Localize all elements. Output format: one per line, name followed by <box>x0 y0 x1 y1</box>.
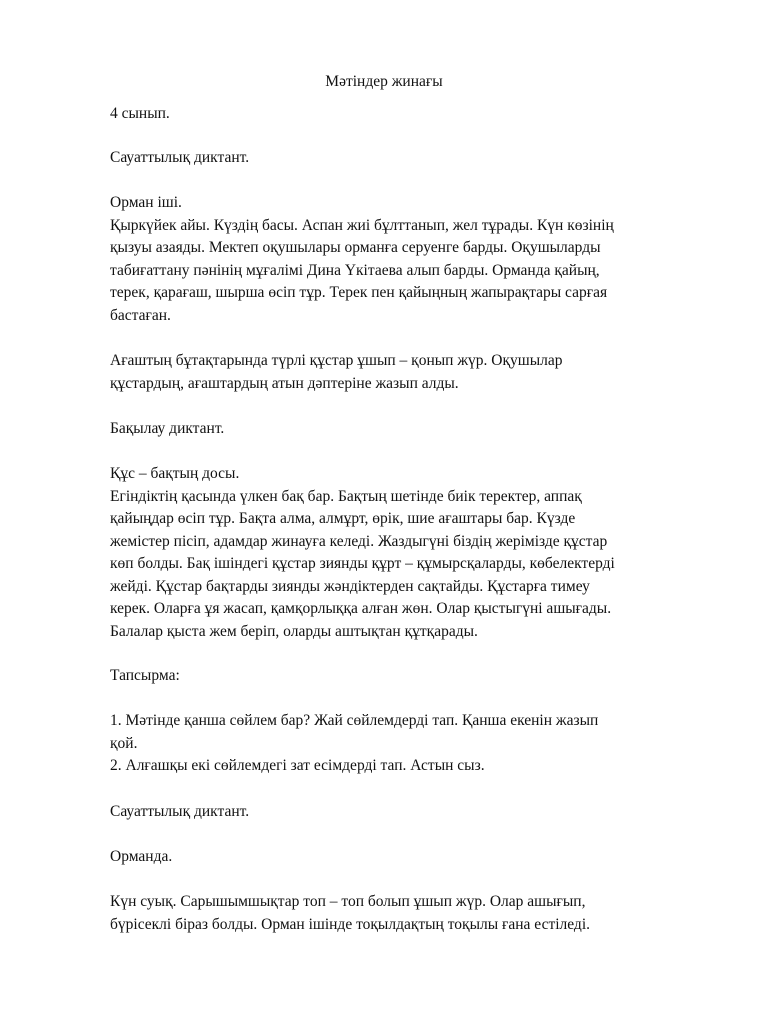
paragraph-line: қайыңдар өсіп тұр. Бақта алма, алмұрт, өрік, шие ағаштары бар. Күзде <box>110 510 576 527</box>
task-item: қой. <box>110 734 138 752</box>
paragraph-line: табиғаттану пәнінің мұғалімі Дина Үкітаева алып барды. Орманда қайың, <box>110 261 600 279</box>
section2-text-title: Құс – бақтың досы. <box>110 465 240 482</box>
paragraph-line: керек. Оларға ұя жасап, қамқорлыққа алған жөн. Олар қыстыгүні ашығады. <box>110 600 612 617</box>
paragraph-line: Күн суық. Сарышымшықтар топ – топ болып ұшып жүр. Олар ашығып, <box>110 893 586 910</box>
paragraph-line: Ағаштың бұтақтарында түрлі құстар ұшып – қонып жүр. Оқушылар <box>110 352 563 369</box>
section3-heading: Сауаттылық диктант. <box>110 803 250 820</box>
section1-heading: Сауаттылық диктант. <box>110 149 250 166</box>
paragraph-line: жейді. Құстар бақтарды зиянды жәндіктерден сақтайды. Құстарға тимеу <box>110 577 590 595</box>
paragraph-line: жемістер пісіп, адамдар жинауға келеді. Жаздыгүні біздің жерімізде құстар <box>110 532 608 550</box>
paragraph-line: Қыркүйек айы. Күздің басы. Аспан жиі бұлттанып, жел тұрады. Күн көзінің <box>110 216 614 234</box>
section1-heading-block <box>110 147 750 170</box>
section3-text-title: Орманда. <box>110 848 173 865</box>
paragraph-line: Балалар қыста жем беріп, оларды аштықтан құтқарады. <box>110 622 478 640</box>
task-list <box>110 710 750 778</box>
task-heading-block <box>110 665 750 688</box>
document-title: Мәтіндер жинағы <box>325 73 443 90</box>
paragraph-line: терек, қарағаш, шырша өсіп тұр. Терек пен қайыңның жапырақтары сарғая <box>110 284 608 301</box>
grade-text: 4 сынып. <box>110 105 170 122</box>
grade-label <box>110 103 750 126</box>
task-heading: Тапсырма: <box>110 667 180 684</box>
section1-body <box>110 192 750 327</box>
paragraph-line: қызуы азаяды. Мектеп оқушылары орманға серуенге барды. Оқушыларды <box>110 239 601 256</box>
section3-heading-block <box>110 801 750 824</box>
section2-heading: Бақылау диктант. <box>110 420 225 437</box>
paragraph-line: бүрісеклі біраз болды. Орман ішінде тоқылдақтың тоқылы ғана естіледі. <box>110 915 591 933</box>
section3-title-block <box>110 846 750 869</box>
paragraph-line: құстардың, ағаштардың атын дәптеріне жазып алды. <box>110 374 459 392</box>
section3-body <box>110 891 750 936</box>
task-item: 1. Мәтінде қанша сөйлем бар? Жай сөйлемдерді тап. Қанша екенін жазып <box>110 712 599 729</box>
section2-body <box>110 463 750 643</box>
paragraph-line: бастаған. <box>110 306 171 324</box>
section2-heading-block <box>110 418 750 441</box>
section1-paragraph2 <box>110 350 750 395</box>
section1-text-title: Орман іші. <box>110 194 182 211</box>
task-item: 2. Алғашқы екі сөйлемдегі зат есімдерді тап. Астын сыз. <box>110 757 485 774</box>
paragraph-line: Егіндіктің қасында үлкен бақ бар. Бақтың шетінде биік теректер, аппақ <box>110 487 582 505</box>
paragraph-line: көп болды. Бақ ішіндегі құстар зиянды құрт – құмырсқаларды, көбелектерді <box>110 555 615 572</box>
